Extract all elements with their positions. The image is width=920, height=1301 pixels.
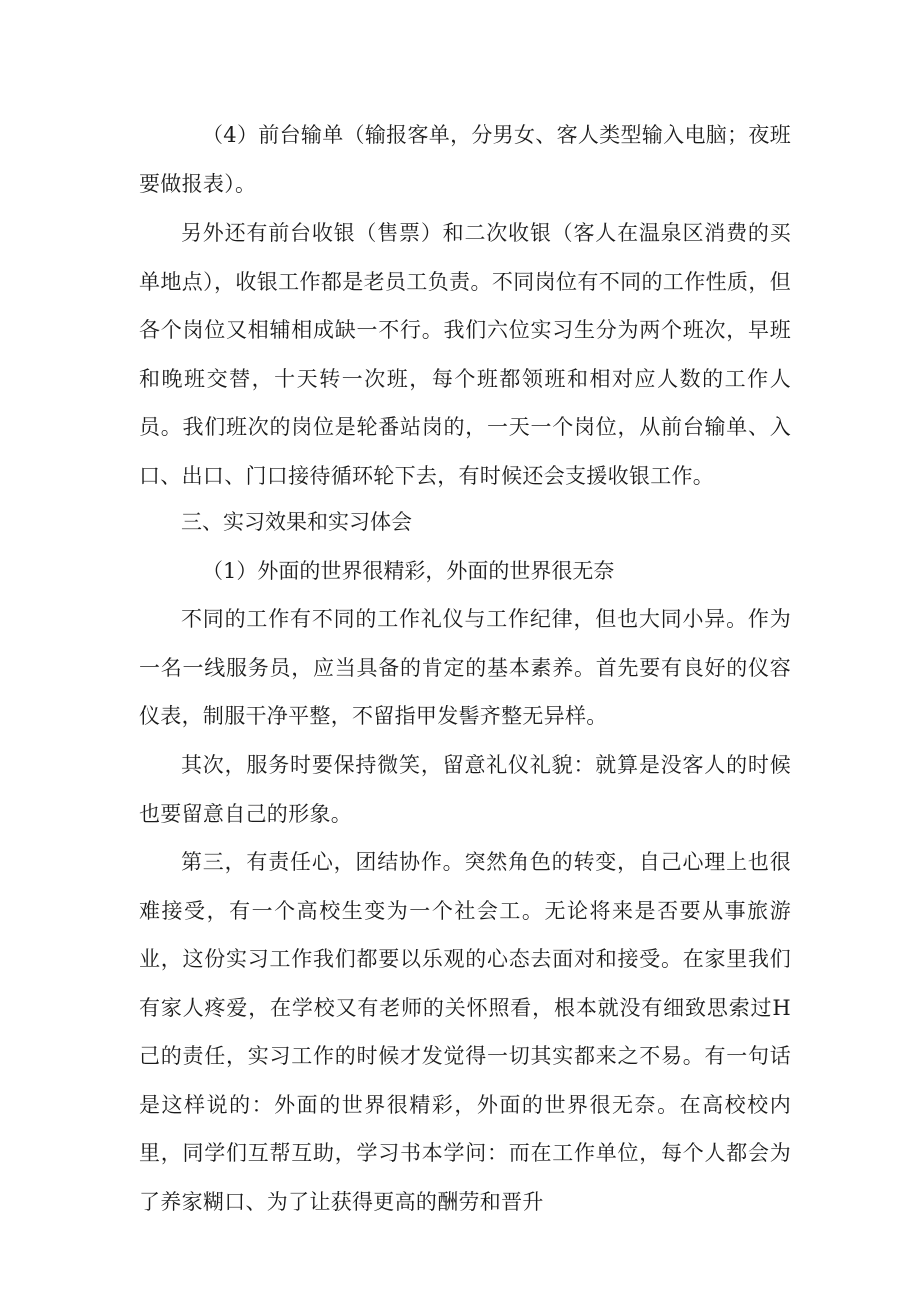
- section-heading-internship-results: 三、实习效果和实习体会: [181, 510, 412, 534]
- paragraph-smile-service: 其次，服务时要保持微笑，留意礼仪礼貌：就算是没客人的时候也要留意自己的形象。: [139, 753, 791, 826]
- subsection-heading-outside-world: （1）外面的世界很精彩，外面的世界很无奈: [202, 559, 615, 583]
- paragraph-work-etiquette: 不同的工作有不同的工作礼仪与工作纪律，但也大同小异。作为一名一线服务员，应当具备的肯定的基本素养。首先要有良好的仪容仪表，制服干净平整，不留指甲发髻齐整无异样。: [139, 607, 791, 728]
- paragraph-cashier-shifts: 另外还有前台收银（售票）和二次收银（客人在温泉区消费的买单地点），收银工作都是老员工负责。不同岗位有不同的工作性质，但各个岗位又相辅相成缺一不行。我们六位实习生分为两个班次，早班和晚班交替，十天转一次班，每个班都领班和相对应人数的工作人员。我们班次的岗位是轮番站岗的，一天一个岗位，从前台输单、入口、出口、门口接待循环轮下去，有时候还会支援收银工作。: [139, 221, 791, 488]
- paragraph-front-desk-entry: （4）前台输单（输报客单，分男女、客人类型输入电脑；夜班要做报表）。: [139, 123, 791, 196]
- paragraph-responsibility: 第三，有责任心，团结协作。突然角色的转变，自己心理上也很难接受，有一个高校生变为一个社会工。无论将来是否要从事旅游业，这份实习工作我们都要以乐观的心态去面对和接受。在家里我们有家人疼爱，在学校又有老师的关怀照看，根本就没有细致思索过H己的责任，实习工作的时候才发觉得一切其实都来之不易。有一句话是这样说的：外面的世界很精彩，外面的世界很无奈。在高校校内里，同学们互帮互助，学习书本学问：而在工作单位，每个人都会为了养家糊口、为了让获得更高的酬劳和晋升: [139, 850, 791, 1214]
